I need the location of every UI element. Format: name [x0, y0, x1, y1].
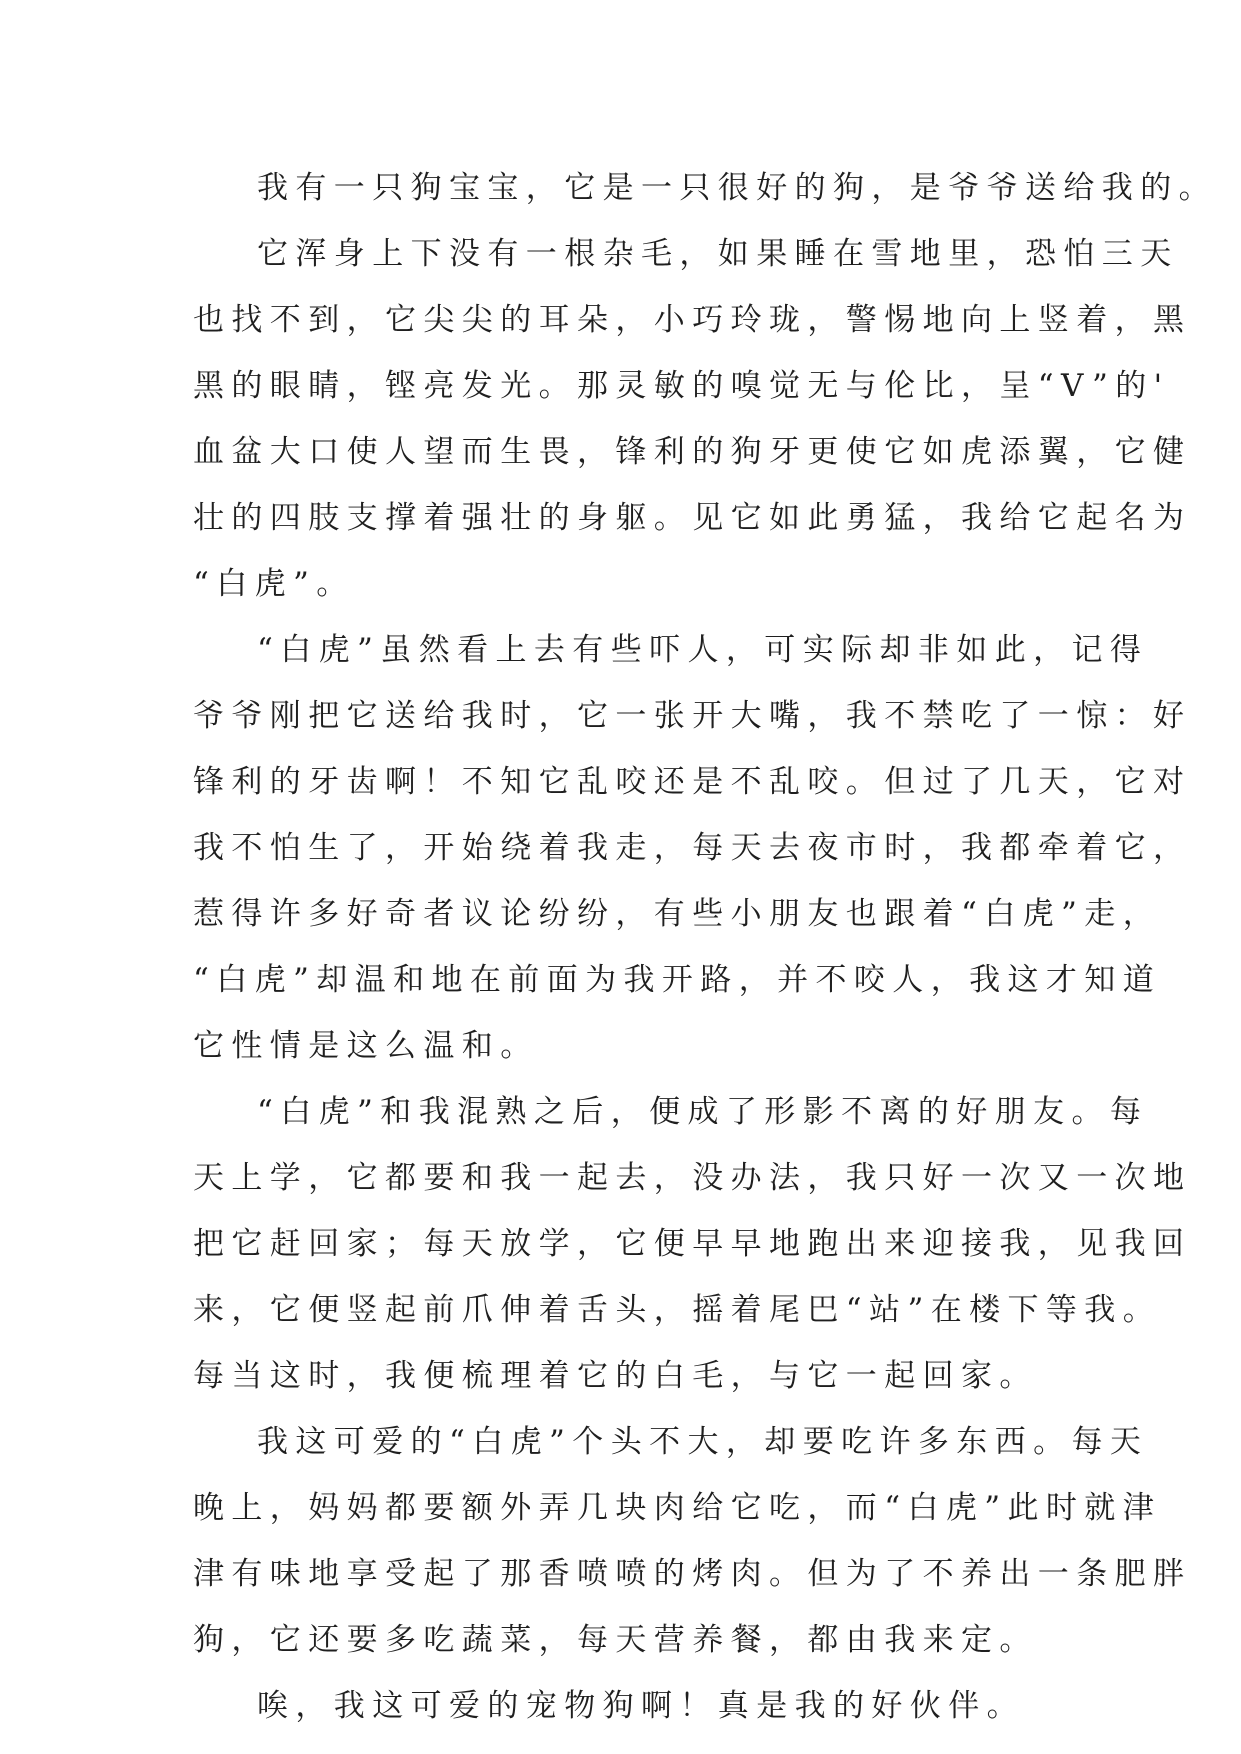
- text-line: 我不怕生了，开始绕着我走，每天去夜市时，我都牵着它，: [193, 830, 1192, 866]
- text-line: 它浑身上下没有一根杂毛，如果睡在雪地里，恐怕三天: [257, 236, 1179, 272]
- text-line: 我有一只狗宝宝，它是一只很好的狗，是爷爷送给我的。: [257, 170, 1217, 206]
- text-line: 壮的四肢支撑着强壮的身躯。见它如此勇猛，我给它起名为: [193, 500, 1192, 536]
- text-line: 来，它便竖起前爪伸着舌头，摇着尾巴“站”在楼下等我。: [193, 1292, 1162, 1328]
- text-line: 血盆大口使人望而生畏，锋利的狗牙更使它如虎添翼，它健: [193, 434, 1192, 470]
- text-line: 津有味地享受起了那香喷喷的烤肉。但为了不养出一条肥胖: [193, 1556, 1192, 1592]
- text-line: 晚上，妈妈都要额外弄几块肉给它吃，而“白虎”此时就津: [193, 1490, 1162, 1526]
- text-line: 我这可爱的“白虎”个头不大，却要吃许多东西。每天: [257, 1424, 1149, 1460]
- text-line: 爷爷刚把它送给我时，它一张开大嘴，我不禁吃了一惊：好: [193, 698, 1192, 734]
- text-line: 天上学，它都要和我一起去，没办法，我只好一次又一次地: [193, 1160, 1192, 1196]
- text-line: 把它赶回家；每天放学，它便早早地跑出来迎接我，见我回: [193, 1226, 1192, 1262]
- text-line: 狗，它还要多吃蔬菜，每天营养餐，都由我来定。: [193, 1622, 1038, 1658]
- text-line: 也找不到，它尖尖的耳朵，小巧玲珑，警惕地向上竖着，黑: [193, 302, 1192, 338]
- text-line: “白虎”和我混熟之后，便成了形影不离的好朋友。每: [257, 1094, 1149, 1130]
- text-line: 它性情是这么温和。: [193, 1028, 539, 1064]
- text-line: “白虎”。: [193, 566, 355, 602]
- text-line: 唉，我这可爱的宠物狗啊！真是我的好伙伴。: [257, 1688, 1025, 1724]
- text-line: 每当这时，我便梳理着它的白毛，与它一起回家。: [193, 1358, 1038, 1394]
- text-line: 锋利的牙齿啊！不知它乱咬还是不乱咬。但过了几天，它对: [193, 764, 1192, 800]
- text-line: 黑的眼睛，铿亮发光。那灵敏的嗅觉无与伦比，呈“V”的': [193, 368, 1170, 404]
- text-line: “白虎”虽然看上去有些吓人，可实际却非如此，记得: [257, 632, 1149, 668]
- text-line: “白虎”却温和地在前面为我开路，并不咬人，我这才知道: [193, 962, 1162, 998]
- text-line: 惹得许多好奇者议论纷纷，有些小朋友也跟着“白虎”走，: [193, 896, 1162, 932]
